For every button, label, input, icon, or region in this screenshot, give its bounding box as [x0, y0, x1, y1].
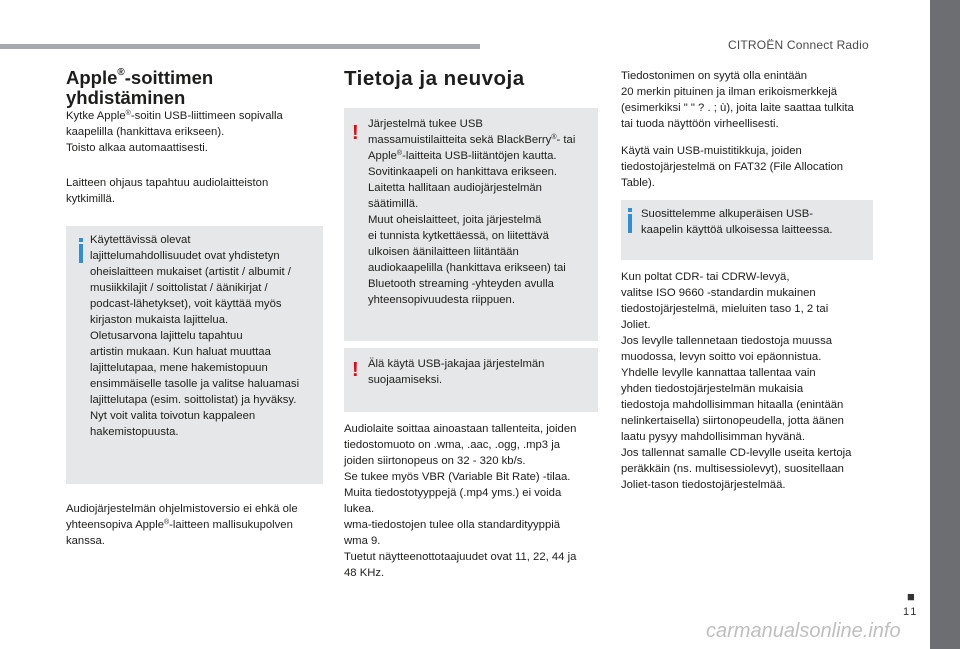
info-box-sorting [66, 226, 323, 484]
warning-hub-text: Älä käytä USB-jakajaa järjestelmän suojaamiseksi. [368, 358, 545, 386]
side-band [930, 0, 960, 649]
filesystem-paragraph: Käytä vain USB-muistitikkuja, joiden tiedostojärjestelmä on FAT32 (File Allocation Table). [621, 145, 844, 189]
info-cable-text: Suosittelemme alkuperäisen USB- kaapelin käyttöä ulkoisessa laitteessa. [641, 208, 833, 236]
formats-paragraph: Audiolaite soittaa ainoastaan tallenteita, joiden tiedostomuoto on .wma, .aac, .ogg, .mp3 ja joiden siirtonopeus on 32 - 320 kb/s. Se tukee myös VBR (Variable Bit Rate) -tilaa. Muita tiedostotyyppejä (.mp4 yms.) ei voida lukea. wma-tiedostojen tulee olla standardityyppiä wma 9. Tuetut näytteenottotaajuudet ovat 11, 22, 44 ja 48 KHz. [344, 423, 577, 579]
page-marker: ■ [907, 589, 915, 604]
info-sorting-text: Käytettävissä olevat lajittelumahdollisuudet ovat yhdistetyn oheislaitteen mukaiset (artistit / albumit / musiikkilajit / soittolistat / äänikirjat / podcast-lähetykset), voit käyttää myös kirjaston mukaista lajittelua. Oletusarvona lajittelu tapahtuu artistin mukaan. Kun haluat muuttaa lajittelutapaa, mene hakemistopuun ensimmäiselle tasolle ja valitse haluamasi lajittelutapa (esim. soittolistat) ja hyväksy. Nyt voit valita toivotun kappaleen hakemistopuusta. [90, 234, 300, 438]
info-box-cable [621, 200, 873, 260]
info-icon [79, 244, 83, 263]
header-rule [0, 44, 480, 49]
apple-control-paragraph: Laitteen ohjaus tapahtuu audiolaitteiston kytkimillä. [66, 177, 269, 205]
section-heading-apple: Apple®-soittimen yhdistäminen [66, 67, 214, 109]
warning-box-hub [344, 348, 598, 412]
section-heading-info: Tietoja ja neuvoja [344, 67, 525, 90]
info-icon [628, 214, 632, 233]
filename-paragraph: Tiedostonimen on syytä olla enintään 20 merkin pituinen ja ilman erikoismerkkejä (esimerkiksi " " ? . ; ù), joita laite saattaa tulkita tai tuoda näyttöön virheellisesti. [621, 70, 854, 130]
left-column [66, 68, 326, 109]
warning-usb-text: Järjestelmä tukee USB massamuistilaitteita sekä BlackBerry®- tai Apple®-laitteita USB-liitäntöjen kautta. Sovitinkaapeli on hankittava erikseen. Laitetta hallitaan audiojärjestelmän säätimillä. Muut oheislaitteet, joita järjestelmä ei tunnista kytkettäessä, on liitettävä ulkoisen äänilaitteen liitäntään audiokaapelilla (hankittava erikseen) tai Bluetooth streaming -yhteyden avulla yhteensopivuudesta riippuen. [368, 118, 576, 306]
page-number: 11 [903, 606, 919, 618]
warning-icon: ! [352, 122, 359, 144]
warning-icon: ! [352, 359, 359, 381]
apple-connect-paragraph: Kytke Apple®-soitin USB-liittimeen sopivalla kaapelilla (hankittava erikseen). Toisto alkaa automaattisesti. [66, 110, 283, 154]
cd-burning-paragraph: Kun poltat CDR- tai CDRW-levyä, valitse ISO 9660 -standardin mukainen tiedostojärjestelmä, mieluiten taso 1, 2 tai Joliet. Jos levylle tallennetaan tiedostoja muussa muodossa, levyn soitto voi epäonnistua. Yhdelle levylle kannattaa tallentaa vain yhden tiedostojärjestelmän mukaisia tiedostoja mahdollisimman hitaalla (enintään nelinkertaisella) siirtonopeudella, jotta äänen laatu pysyy mahdollisimman hyvänä. Jos tallennat samalle CD-levylle useita kertoja peräkkäin (ns. multisessiolevyt), suositellaan Joliet-tason tiedostojärjestelmää. [621, 271, 852, 491]
watermark: carmanualsonline.info [706, 620, 901, 642]
warning-box-usb [344, 108, 598, 341]
apple-compat-paragraph: Audiojärjestelmän ohjelmistoversio ei ehkä ole yhteensopiva Apple®-laitteen mallisukupolven kanssa. [66, 503, 298, 547]
manual-title: CITROËN Connect Radio [728, 38, 869, 52]
